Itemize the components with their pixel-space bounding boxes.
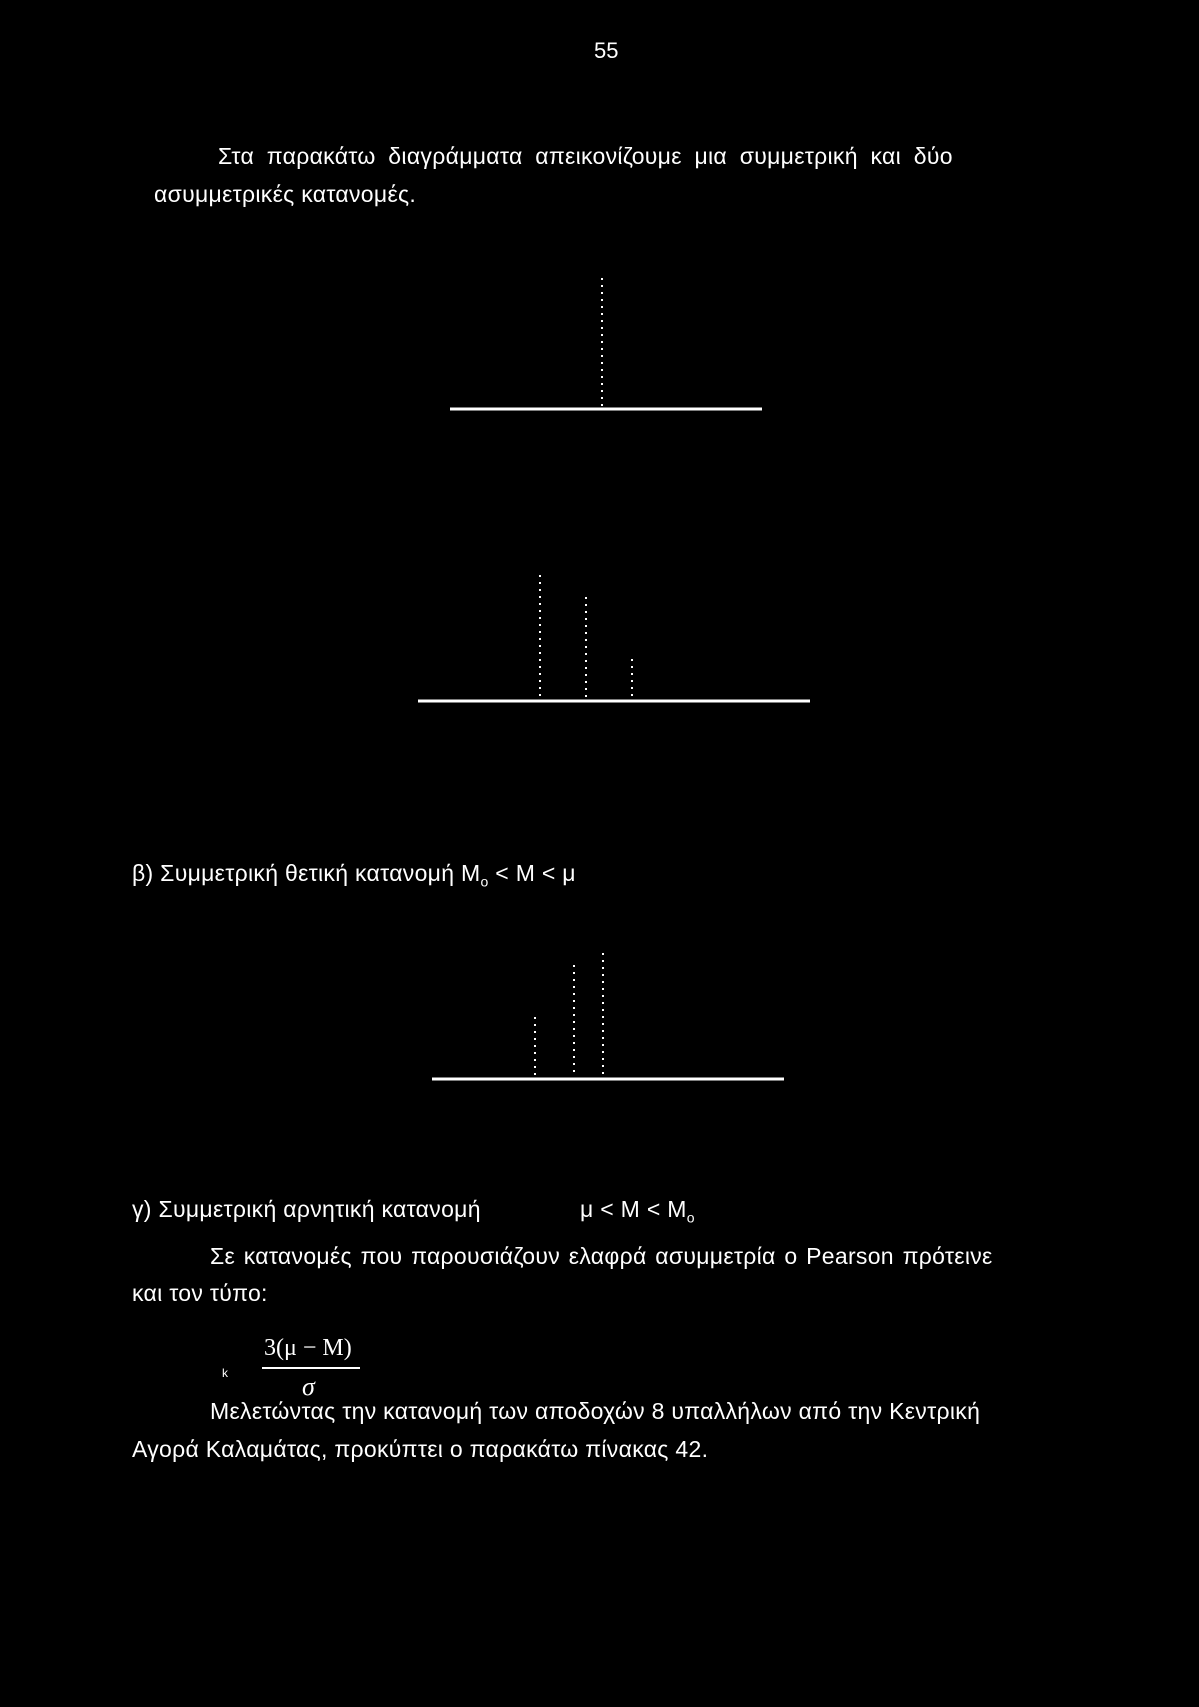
formula-denominator: σ bbox=[302, 1372, 315, 1401]
page-number: 55 bbox=[594, 38, 619, 63]
negative-skew-diagram bbox=[420, 945, 800, 1095]
intro-line-2: ασυμμετρικές κατανομές. bbox=[154, 181, 417, 207]
pearson-line-2: και τον τύπο: bbox=[132, 1280, 268, 1306]
caption-negative-skew-relation: $\mu < M < M_o$ bbox=[580, 1196, 695, 1226]
caption-positive-skew: β) Συμμετρική θετική κατανομή $M_o < M < \mu$ bbox=[132, 860, 576, 890]
positive-skew-diagram bbox=[410, 565, 830, 715]
pearson-line-1: Σε κατανομές που παρουσιάζουν ελαφρά ασυμμετρία ο Pearson πρότεινε bbox=[210, 1243, 993, 1269]
formula-fraction-bar bbox=[262, 1367, 360, 1369]
formula-numerator: 3(μ − M) bbox=[264, 1335, 352, 1361]
formula-k: k bbox=[222, 1366, 228, 1380]
closing-line-1: Μελετώντας την κατανομή των αποδοχών 8 υπαλλήλων από την Κεντρική bbox=[210, 1398, 981, 1424]
caption-negative-skew: γ) Συμμετρική αρνητική κατανομή bbox=[132, 1196, 481, 1222]
symmetric-distribution-diagram bbox=[440, 270, 780, 420]
intro-line-1: Στα παρακάτω διαγράμματα απεικονίζουμε μια συμμετρική και δύο bbox=[218, 143, 953, 169]
closing-line-2: Αγορά Καλαμάτας, προκύπτει ο παρακάτω πίνακας 42. bbox=[132, 1436, 709, 1462]
